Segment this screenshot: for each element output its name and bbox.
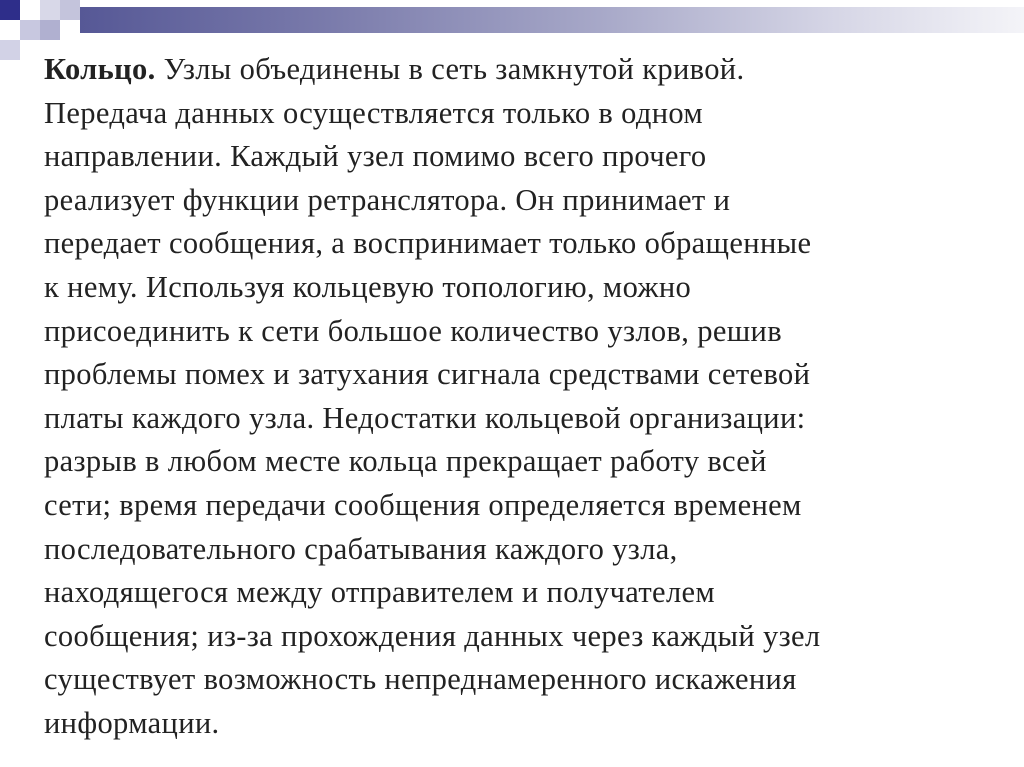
text-line: к нему. Используя кольцевую топологию, можно <box>44 269 692 304</box>
text-line: сообщения; из-за прохождения данных через каждый узел <box>44 618 821 653</box>
decorative-square <box>60 0 80 20</box>
slide-body-text <box>44 48 980 746</box>
text-line: передает сообщения, а воспринимает только обращенные <box>44 226 812 261</box>
decorative-square <box>0 0 20 20</box>
text-line: информации. <box>44 705 220 740</box>
decorative-square <box>40 20 60 40</box>
text-line: сети; время передачи сообщения определяется временем <box>44 487 802 522</box>
text-line <box>44 48 980 92</box>
text-line: разрыв в любом месте кольца прекращает работу всей <box>44 444 767 479</box>
text-line: Передача данных осуществляется только в одном <box>44 95 704 130</box>
text-line: последовательного срабатывания каждого узла, <box>44 531 678 566</box>
text-line: находящегося между отправителем и получателем <box>44 575 716 610</box>
lead-word: Кольцо. <box>44 52 156 86</box>
decorative-square <box>0 40 20 60</box>
text-line: присоединить к сети большое количество узлов, решив <box>44 313 782 348</box>
text-line: направлении. Каждый узел помимо всего прочего <box>44 139 707 174</box>
text-line: реализует функции ретранслятора. Он принимает и <box>44 182 731 217</box>
text-line: платы каждого узла. Недостатки кольцевой организации: <box>44 400 806 435</box>
text-line: проблемы помех и затухания сигнала средствами сетевой <box>44 357 811 392</box>
decorative-square <box>20 20 40 40</box>
header-gradient-bar <box>80 7 1024 33</box>
text-line: существует возможность непреднамеренного искажения <box>44 662 797 697</box>
decorative-square <box>40 0 60 20</box>
line-text: Узлы объединены в сеть замкнутой кривой. <box>155 52 745 86</box>
